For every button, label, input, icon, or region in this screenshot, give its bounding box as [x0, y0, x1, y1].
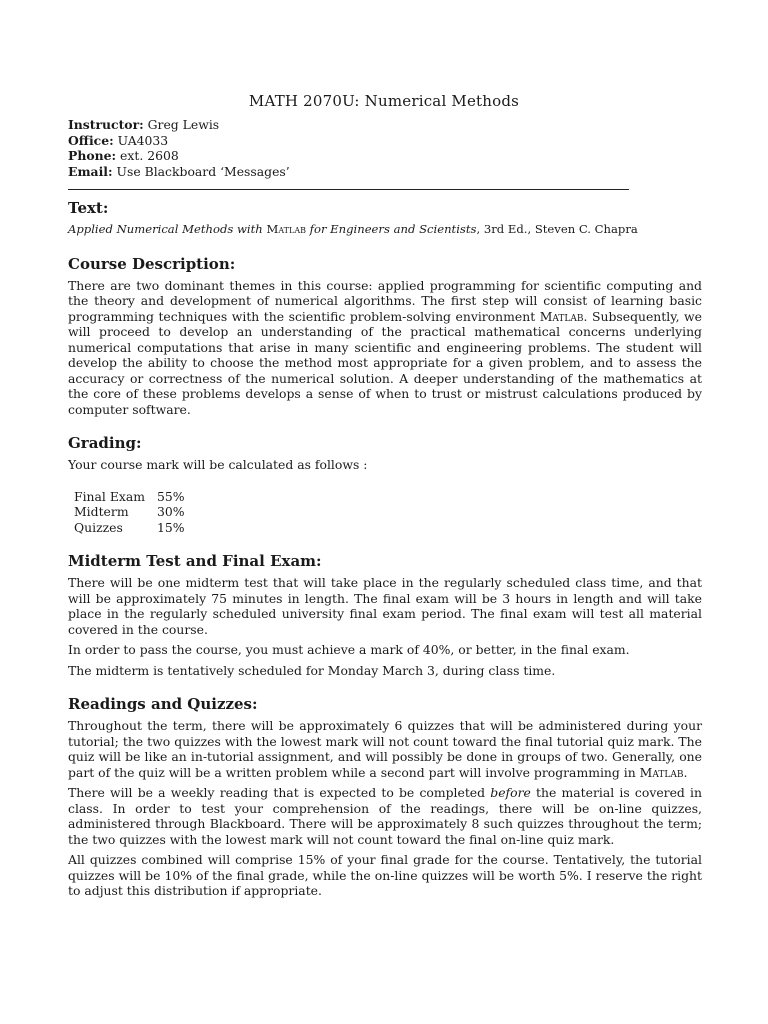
- grade-item: Final Exam: [74, 488, 145, 504]
- office-label: Office:: [68, 132, 114, 148]
- midterm-paragraph-3: The midterm is tentatively scheduled for Monday March 3, during class time.: [68, 662, 556, 678]
- office-value: UA4033: [117, 132, 169, 148]
- instructor-value: Greg Lewis: [147, 117, 220, 132]
- office-line: [68, 133, 290, 149]
- readings-paragraph-3: All quizzes combined will comprise 15% of your final grade for the course. Tentatively, the tutorial quizzes will be 10% of the final grade, while the on-line quizzes will be worth 5%. I reserve the right to adjust this distribution if appropriate.: [68, 852, 702, 898]
- midterm-heading: Midterm Test and Final Exam:: [68, 552, 322, 570]
- phone-line: [68, 148, 290, 164]
- grade-weight: 15%: [157, 519, 185, 535]
- book-edition-author: , 3rd Ed., Steven C. Chapra: [476, 222, 638, 236]
- page-title: MATH 2070U: Numerical Methods: [248, 92, 520, 110]
- course-description-section: [68, 255, 702, 418]
- grade-weight: 30%: [157, 504, 185, 519]
- grading-section: [68, 434, 702, 535]
- instructor-label: Instructor:: [68, 117, 144, 132]
- course-description-part1: There are two dominant themes in this course: applied programming for scientific computing and the theory and development of numerical algorithms. The first step will consist of learning basic programming techniques with the scientific problem-solving environment: [68, 277, 702, 324]
- readings-p2-part1: There will be a weekly reading that is expected to be completed: [68, 785, 491, 800]
- course-description-part2: . Subsequently, we will proceed to develop an understanding of the practical mathematical concerns underlying numerical computations that arise in many scientific and engineering problems. The student will develop the ability to choose the method most appropriate for a given problem, and to assess the accuracy or correctness of the numerical solution. A deeper understanding of the mathematics at the core of these problems develops a sense of when to trust or mistrust calculations produced by computer software.: [68, 308, 702, 417]
- course-description-text: [68, 278, 702, 418]
- instructor-line: [68, 117, 290, 133]
- book-title-part2: for Engineers and Scientists: [305, 222, 477, 236]
- readings-paragraph-1: [68, 718, 702, 780]
- horizontal-divider: [68, 189, 629, 190]
- midterm-section: [68, 552, 702, 678]
- readings-section: [68, 695, 702, 899]
- book-title-matlab: Matlab: [266, 222, 306, 236]
- email-label: Email:: [68, 163, 113, 179]
- document-body: [68, 199, 702, 916]
- readings-heading: Readings and Quizzes:: [68, 695, 258, 713]
- readings-p2-emphasis: before: [490, 785, 531, 800]
- course-description-heading: Course Description:: [68, 254, 236, 273]
- textbook-citation: [68, 222, 702, 238]
- grading-intro: Your course mark will be calculated as follows :: [68, 457, 368, 472]
- readings-p2-part2: the material is covered in class. In order to test your comprehension of the readings, there will be on-line quizzes, administered through Blackboard. There will be approximately 8 such quizzes throughout the term; the two quizzes with the lowest mark will not count toward the final on-line quiz mark.: [68, 785, 702, 847]
- instructor-info: [68, 117, 290, 179]
- email-line: [68, 164, 290, 180]
- book-title-part1: Applied Numerical Methods with: [68, 222, 267, 236]
- midterm-paragraph-2: In order to pass the course, you must achieve a mark of 40%, or better, in the final exam.: [68, 642, 630, 657]
- phone-value: ext. 2608: [120, 148, 179, 163]
- grade-item: Midterm: [74, 504, 129, 519]
- grading-table: [74, 489, 185, 536]
- readings-p1-part2: .: [683, 764, 688, 780]
- readings-p1-part1: Throughout the term, there will be approximately 6 quizzes that will be administered during your tutorial; the two quizzes with the lowest mark will not count toward the final tutorial quiz mark. The quiz will be like an in-tutorial assignment, and will possibly be done in groups of two. Generally, one part of the quiz will be a written problem while a second part will involve programming in: [68, 718, 702, 780]
- table-row: [74, 489, 185, 505]
- grading-heading: Grading:: [68, 434, 142, 452]
- table-row: [74, 504, 185, 520]
- text-section: [68, 199, 702, 238]
- grade-item: Quizzes: [74, 519, 123, 535]
- phone-label: Phone:: [68, 148, 117, 163]
- text-heading: Text:: [68, 199, 109, 217]
- midterm-paragraph-1: There will be one midterm test that will take place in the regularly scheduled class time, and that will be approximately 75 minutes in length. The final exam will be 3 hours in length and will take place in the regularly scheduled university final exam period. The final exam will test all material covered in the course.: [68, 575, 702, 637]
- readings-p1-matlab: Matlab: [639, 764, 684, 780]
- readings-paragraph-2: [68, 785, 702, 847]
- grade-weight: 55%: [157, 488, 185, 504]
- course-description-matlab: Matlab: [539, 308, 584, 324]
- email-value: Use Blackboard ‘Messages’: [116, 163, 290, 179]
- table-row: [74, 520, 185, 536]
